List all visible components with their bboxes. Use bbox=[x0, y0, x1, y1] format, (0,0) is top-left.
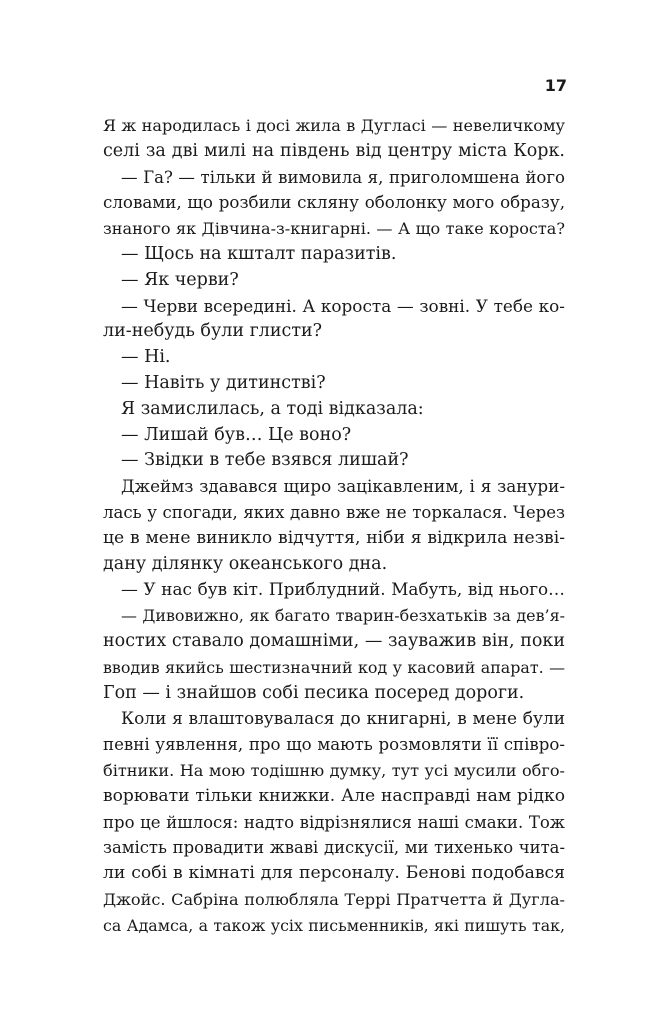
text-line: лась у спогади, яких давно вже не торкалася. Через bbox=[103, 502, 565, 522]
text-line: ли-небудь були глисти? bbox=[103, 321, 323, 342]
text-line: — У нас був кіт. Приблудний. Мабуть, від нього… bbox=[121, 579, 565, 600]
text-line: Джеймз здавався щиро зацікавленим, і я занури- bbox=[121, 476, 565, 497]
text-line: знаного як Дівчина-з-книгарні. — А що таке короста? bbox=[103, 219, 565, 239]
text-line: певні уявлення, про що мають розмовляти її співро- bbox=[103, 735, 565, 755]
text-line: — Дивовижно, як багато тварин-безхатьків за дев’я- bbox=[121, 606, 565, 626]
text-line: — Звідки в тебе взявся лишай? bbox=[121, 450, 409, 471]
text-line: — Ні. bbox=[121, 347, 171, 368]
page-number: 17 bbox=[544, 76, 567, 95]
text-line: селі за дві милі на південь від центру міста Корк. bbox=[103, 140, 565, 161]
text-line: ностих ставало домашніми, — зауважив він, поки bbox=[103, 630, 565, 651]
text-line: вводив якийсь шестизначний код у касовий апарат. — bbox=[103, 657, 565, 677]
text-line: словами, що розбили скляну оболонку мого образу, bbox=[103, 193, 565, 213]
text-line: — Лишай був… Це воно? bbox=[121, 424, 352, 445]
text-line: — Черви всередині. А короста — зовні. У тебе ко- bbox=[121, 295, 565, 316]
text-line: Джойс. Сабріна полюбляла Террі Пратчетта й Дугла- bbox=[103, 889, 565, 909]
text-line: — Навіть у дитинстві? bbox=[121, 372, 326, 393]
text-line: це в мене виникло відчуття, ніби я відкрила незві- bbox=[103, 527, 565, 548]
text-line: бітники. На мою тодішню думку, тут усі мусили обго- bbox=[103, 760, 565, 780]
text-line: са Адамса, а також усіх письменників, які пишуть так, bbox=[103, 915, 565, 935]
text-line: про це йшлося: надто відрізнялися наші смаки. Тож bbox=[103, 812, 565, 832]
text-line: дану ділянку океанського дна. bbox=[103, 553, 388, 574]
text-line: Я замислилась, а тоді відказала: bbox=[121, 398, 424, 419]
text-line: ли собі в кімнаті для персоналу. Бенові подобався bbox=[103, 863, 565, 884]
text-line: Я ж народилась і досі жила в Дугласі — невеличкому bbox=[103, 116, 565, 135]
text-line: Коли я влаштовувалася до книгарні, в мене були bbox=[121, 708, 565, 729]
body-text bbox=[103, 113, 565, 939]
text-line: — Щось на кшталт паразитів. bbox=[121, 243, 397, 264]
text-line: — Як черви? bbox=[121, 269, 239, 290]
text-line: — Га? — тільки й вимовила я, приголомшена його bbox=[121, 167, 565, 187]
text-line: замість провадити жваві дискусії, ми тихенько чита- bbox=[103, 838, 565, 858]
text-line: ворювати тільки книжки. Але насправді нам рідко bbox=[103, 785, 565, 806]
text-line: Гоп — і знайшов собі песика посеред дороги. bbox=[103, 682, 525, 703]
